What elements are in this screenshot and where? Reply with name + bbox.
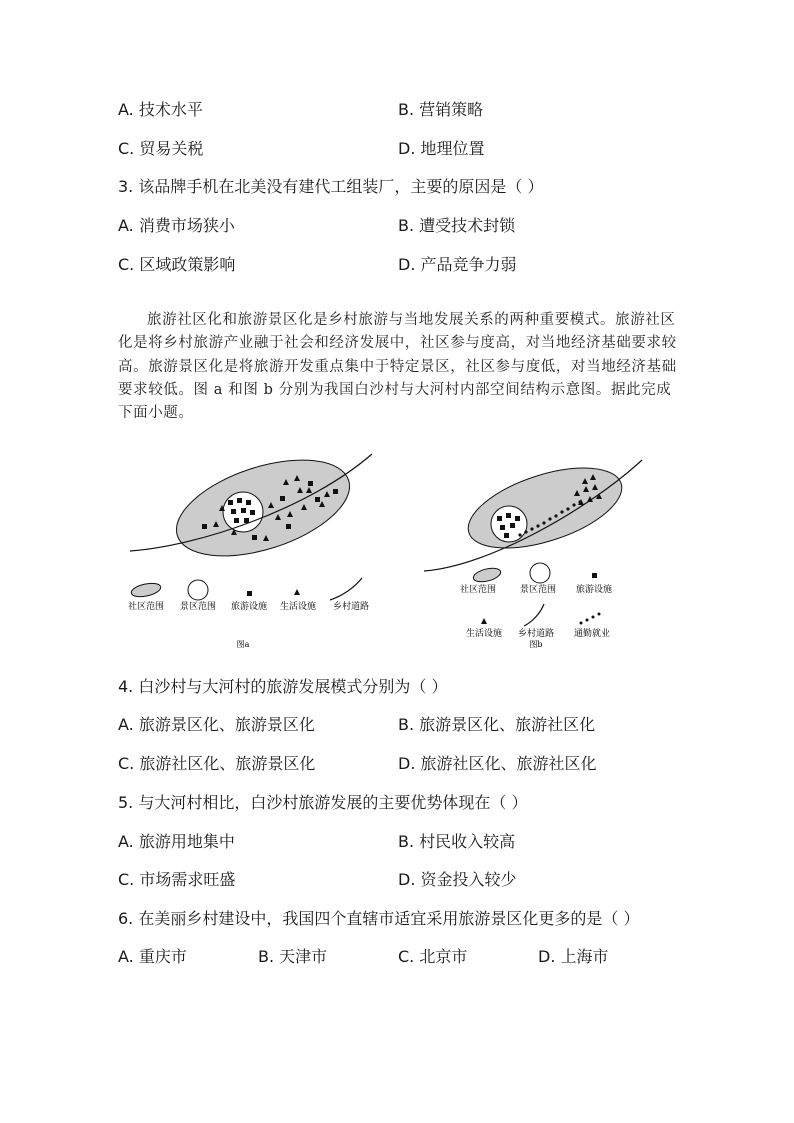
q6-option-d: D. 上海市	[538, 947, 609, 966]
reading-passage	[118, 309, 678, 425]
q3-option-b: B. 遭受技术封锁	[398, 216, 516, 235]
q6-option-b: B. 天津市	[258, 947, 328, 966]
q6-stem: 6. 在美丽乡村建设中，我国四个直辖市适宜采用旅游景区化更多的是（ ）	[118, 909, 640, 928]
legend-label-community: 社区范围	[459, 585, 497, 595]
legend-village-road-icon	[330, 578, 362, 600]
legend-scenic-area-icon	[530, 563, 550, 583]
legend-label-tourism: 旅游设施	[575, 585, 613, 595]
q2-option-a: A. 技术水平	[118, 100, 203, 119]
legend-scenic-area-icon	[188, 580, 208, 600]
q5-option-d: D. 资金投入较少	[398, 870, 517, 889]
legend-commute-icon	[580, 613, 601, 625]
figure-a	[110, 448, 390, 653]
legend-living-facility-icon	[481, 618, 487, 624]
q3-option-d: D. 产品竞争力弱	[398, 255, 517, 274]
figure-b-caption: 图b	[529, 640, 543, 649]
legend-village-road-icon	[524, 604, 544, 626]
legend-label-living: 生活设施	[465, 629, 503, 639]
legend-label-commute: 通勤就业	[573, 629, 611, 639]
q4-option-d: D. 旅游社区化、旅游社区化	[398, 754, 597, 773]
q2-option-b: B. 营销策略	[398, 100, 484, 119]
legend-label-scenic: 景区范围	[519, 585, 557, 595]
q6-option-c: C. 北京市	[398, 947, 468, 966]
legend-living-facility-icon	[294, 589, 300, 595]
community-area-ellipse	[459, 452, 632, 564]
q3-option-c: C. 区域政策影响	[118, 255, 236, 274]
legend-label-scenic: 景区范围	[179, 602, 217, 612]
passage-text: 旅游社区化和旅游景区化是乡村旅游与当地发展关系的两种重要模式。旅游社区化是将乡村旅游产业融于社会和经济发展中，社区参与度高，对当地经济基础要求较高。旅游景区化是将旅游开发重点集中于特定景区，社区参与度低，对当地经济基础要求较低。图 a 和图 b 分别为我国白沙村与大河村内部空间结构示意图。据此完成下面小题。	[118, 312, 677, 422]
legend-community-area-icon	[130, 581, 162, 599]
q5-option-c: C. 市场需求旺盛	[118, 870, 236, 889]
q4-stem: 4. 白沙村与大河村的旅游发展模式分别为（ ）	[118, 677, 448, 696]
legend-label-tourism: 旅游设施	[230, 602, 268, 612]
q5-option-a: A. 旅游用地集中	[118, 832, 235, 851]
q4-option-a: A. 旅游景区化、旅游景区化	[118, 715, 315, 734]
q5-option-b: B. 村民收入较高	[398, 832, 516, 851]
q4-option-b: B. 旅游景区化、旅游社区化	[398, 715, 596, 734]
legend-tourism-facility-icon	[592, 573, 597, 578]
legend-label-living: 生活设施	[279, 602, 317, 612]
legend-label-road: 乡村道路	[517, 629, 555, 639]
q2-option-c: C. 贸易关税	[118, 139, 204, 158]
figure-a-caption: 图a	[236, 640, 250, 649]
legend-tourism-facility-icon	[247, 591, 252, 596]
q4-option-c: C. 旅游社区化、旅游景区化	[118, 754, 316, 773]
figure-b	[420, 448, 660, 653]
q6-option-a: A. 重庆市	[118, 947, 187, 966]
q3-stem: 3. 该品牌手机在北美没有建代工组装厂，主要的原因是（ ）	[118, 177, 544, 196]
legend-label-community: 社区范围	[127, 602, 165, 612]
legend-community-area-icon	[472, 566, 502, 584]
legend-label-road: 乡村道路	[332, 602, 370, 612]
q5-stem: 5. 与大河村相比，白沙村旅游发展的主要优势体现在（ ）	[118, 793, 528, 812]
q3-option-a: A. 消费市场狭小	[118, 216, 235, 235]
q2-option-d: D. 地理位置	[398, 139, 485, 158]
